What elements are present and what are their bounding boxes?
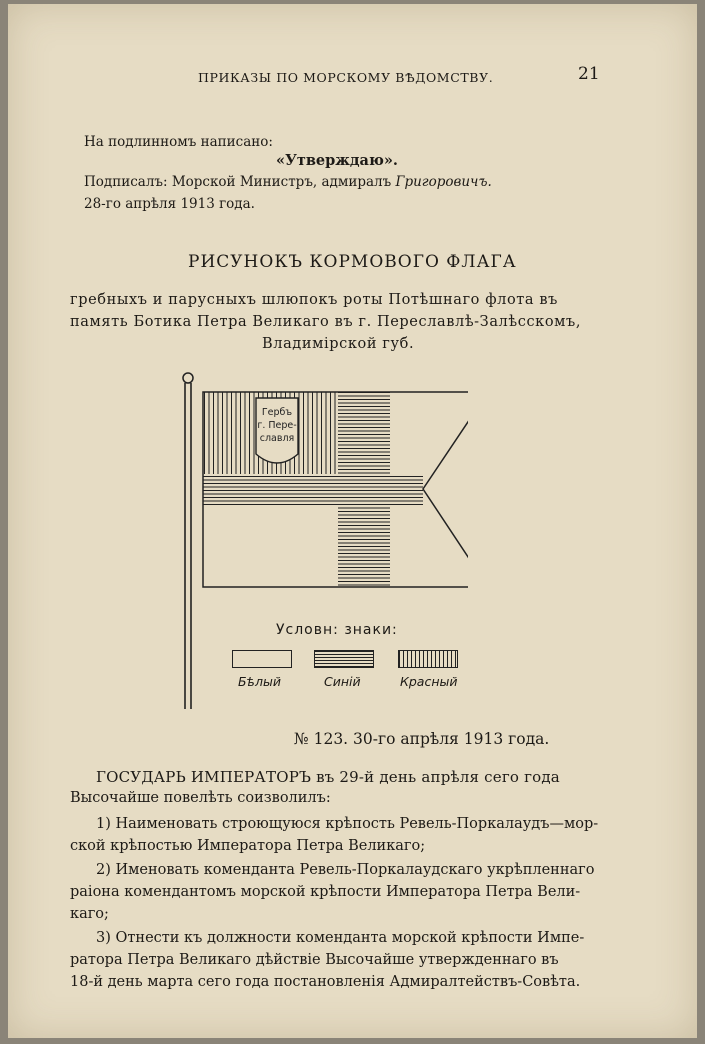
item3-line1: 3) Отнести къ должности коменданта морской крѣпости Импе- [96, 930, 585, 946]
legend-title: Условн: знаки: [276, 622, 398, 638]
item2-line3: каго; [70, 906, 109, 922]
flagpole [183, 373, 193, 709]
legend-label-red: Красный [400, 674, 458, 689]
item1-line1: 1) Наименовать строющуюся крѣпость Ревель-Поркалаудъ—мор- [96, 816, 599, 832]
order-p1-line2: Высочайше повелѣть соизволилъ: [70, 790, 331, 806]
legend-swatch-blue [314, 650, 374, 668]
legend-label-white: Бѣлый [238, 674, 281, 689]
approval-line-2: «Утверждаю». [276, 152, 398, 169]
cross-horizontal-blue [203, 474, 423, 506]
order-p1-line1: ГОСУДАРЬ ИМПЕРАТОРЪ въ 29-й день апрѣля сего года [96, 768, 560, 786]
legend-label-blue: Синій [324, 674, 361, 689]
figure-title: РИСУНОКЪ КОРМОВОГО ФЛАГА [188, 252, 517, 272]
figure-subtitle-3: Владимірской губ. [262, 336, 415, 352]
coat-label-2: г. Пере- [257, 420, 297, 431]
coat-label-3: славля [259, 433, 295, 444]
approval-date: 28-го апрѣля 1913 года. [84, 196, 255, 212]
figure-subtitle-1: гребныхъ и парусныхъ шлюпокъ роты Потѣшнаго флота въ [70, 292, 558, 308]
approval-line-3 [84, 174, 492, 190]
item2-line1: 2) Именовать коменданта Ревель-Поркалаудскаго укрѣпленнаго [96, 862, 595, 878]
running-title: ПРИКАЗЫ ПО МОРСКОМУ ВѢДОМСТВУ. [198, 70, 494, 85]
page-number: 21 [578, 64, 600, 84]
item3-line2: ратора Петра Великаго дѣйствіе Высочайше утвержденнаго въ [70, 952, 559, 968]
coat-label-1: Гербъ [261, 407, 293, 418]
item2-line2: раіона комендантомъ морской крѣпости Императора Петра Вели- [70, 884, 581, 900]
legend-swatch-white [232, 650, 292, 668]
flag-illustration [168, 364, 468, 724]
item3-line3: 18-й день марта сего года постановленія Адмиралтействъ-Совѣта. [70, 974, 581, 990]
document-page [8, 4, 697, 1038]
signature: Григоровичъ. [395, 174, 492, 190]
approval-signer: Подписалъ: Морской Министръ, адмиралъ [84, 174, 392, 190]
legend-swatch-red [398, 650, 458, 668]
approval-line-1: На подлинномъ написано: [84, 134, 273, 150]
order-heading: № 123. 30-го апрѣля 1913 года. [294, 730, 550, 748]
item1-line2: ской крѣпостью Императора Петра Великаго; [70, 838, 426, 854]
figure-subtitle-2: память Ботика Петра Великаго въ г. Переславлѣ-Залѣсскомъ, [70, 314, 582, 330]
